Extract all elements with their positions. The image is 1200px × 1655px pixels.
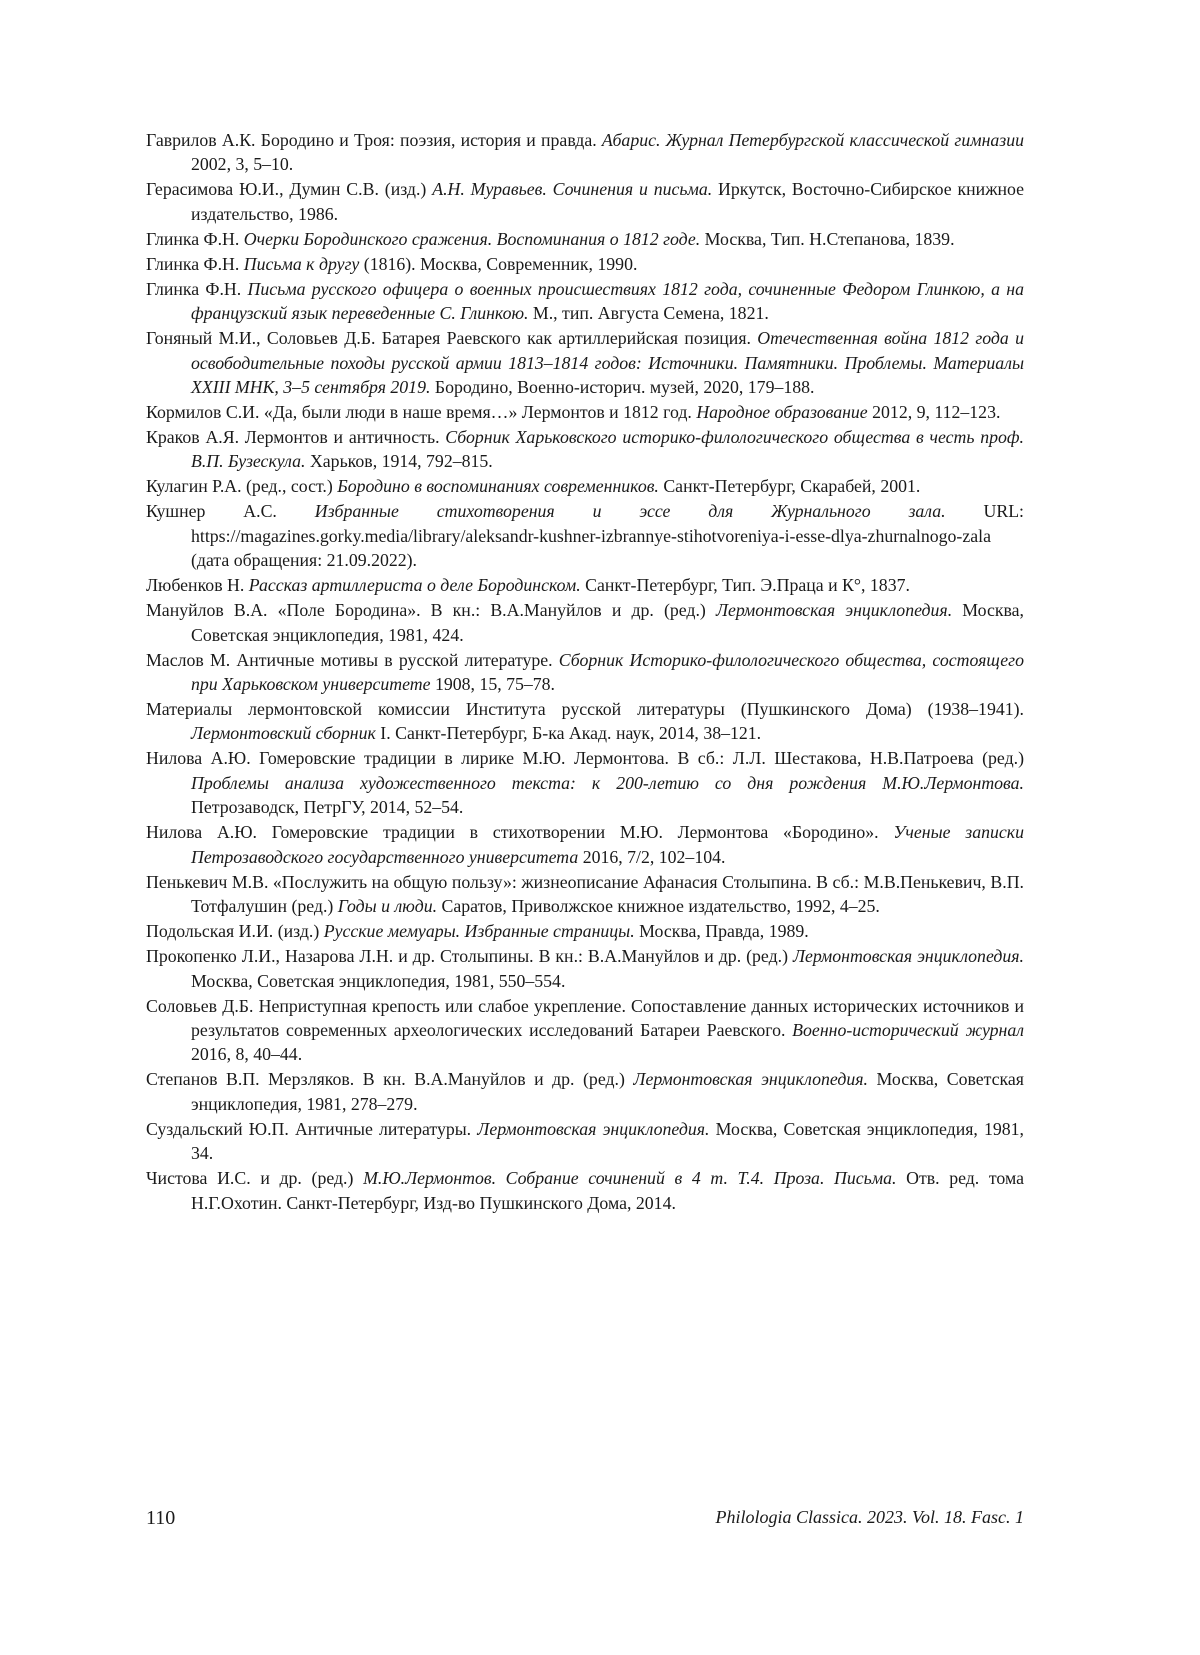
reference-text: Харьков, 1914, 792–815. <box>305 451 493 472</box>
reference-title: Абарис. Журнал Петербургской классической гимназии <box>601 130 1024 150</box>
reference-title: Очерки Бородинского сражения. Воспоминания о 1812 годе. <box>243 228 701 249</box>
reference-title: Лермонтовская энциклопедия. <box>715 600 953 621</box>
reference-entry <box>146 177 1024 226</box>
reference-text: Москва, Советская энциклопедия, 1981, 34. <box>191 1118 1025 1164</box>
reference-text: Москва, Правда, 1989. <box>634 921 809 942</box>
reference-title: Ученые записки Петрозаводского государственного университета <box>191 822 1024 867</box>
reference-text: Москва, Советская энциклопедия, 1981, 424. <box>191 600 1024 645</box>
reference-text: Санкт-Петербург, Тип. Э.Праца и К°, 1837. <box>580 575 910 596</box>
reference-text: Гоняный М.И., Соловьев Д.Б. Батарея Раевского как артиллерийская позиция. <box>146 328 758 349</box>
page-footer <box>146 1507 1024 1535</box>
reference-text: Москва, Советская энциклопедия, 1981, 278–279. <box>191 1069 1024 1114</box>
reference-text: Москва, Тип. Н.Степанова, 1839. <box>700 228 955 249</box>
reference-title: Отечественная война 1812 года и освободительные походы русской армии 1813–1814 годов: Источники. Памятники. Проблемы. Материалы XXIII МНК, 3–5 сентября 2019. <box>191 328 1024 398</box>
reference-text: Соловьев Д.Б. Неприступная крепость или слабое укрепление. Сопоставление данных исторических источников и результатов современных археологических исследований Батареи Раевского. <box>146 995 1024 1040</box>
reference-text: Материалы лермонтовской комиссии Института русской литературы (Пушкинского Дома) (1938–1941). <box>146 699 1024 720</box>
reference-text: Иркутск, Восточно-Сибирское книжное издательство, 1986. <box>191 179 1024 224</box>
reference-title: Годы и люди. <box>337 896 438 917</box>
reference-entry <box>146 1166 1024 1215</box>
reference-entry <box>146 227 1024 251</box>
reference-text: (1816). Москва, Современник, 1990. <box>359 253 638 274</box>
reference-entry <box>146 994 1024 1067</box>
reference-text: Москва, Советская энциклопедия, 1981, 550–554. <box>191 970 566 991</box>
reference-title: Сборник Историко-филологического общества, состоящего при Харьковском университете <box>191 649 1024 695</box>
reference-text: Кушнер А.С. <box>146 501 315 522</box>
reference-text: 2002, 3, 5–10. <box>191 154 294 175</box>
reference-title: А.Н. Муравьев. Сочинения и письма. <box>432 179 713 200</box>
reference-title: Лермонтовская энциклопедия. <box>633 1069 868 1090</box>
reference-title: Письма русского офицера о военных происшествиях 1812 года, сочиненные Федором Глинкою, а на французский язык переведенные С. Глинкою. <box>191 278 1024 324</box>
reference-title: Письма к другу <box>243 253 360 274</box>
reference-title: Русские мемуары. Избранные страницы. <box>323 921 635 942</box>
reference-title: Военно-исторический журнал <box>792 1019 1024 1040</box>
reference-text: I. Санкт-Петербург, Б-ка Акад. наук, 2014, 38–121. <box>375 723 762 744</box>
reference-list <box>146 128 1024 1216</box>
reference-text: Санкт-Петербург, Скарабей, 2001. <box>658 476 921 497</box>
reference-entry <box>146 499 1024 572</box>
reference-text: Отв. ред. тома Н.Г.Охотин. Санкт-Петербург, Изд-во Пушкинского Дома, 2014. <box>191 1168 1024 1213</box>
reference-text: Кулагин Р.А. (ред., сост.) <box>146 476 338 497</box>
reference-text: Нилова А.Ю. Гомеровские традиции в стихотворении М.Ю. Лермонтова «Бородино». <box>146 822 894 843</box>
reference-text: Нилова А.Ю. Гомеровские традиции в лирике М.Ю. Лермонтова. В сб.: Л.Л. Шестакова, Н.В.Патроева (ред.) <box>146 748 1024 769</box>
reference-text: 1908, 15, 75–78. <box>430 674 555 695</box>
reference-entry <box>146 697 1024 746</box>
reference-text: Бородино, Военно-историч. музей, 2020, 179–188. <box>430 377 815 398</box>
reference-text: Глинка Ф.Н. <box>146 253 244 274</box>
reference-entry <box>146 400 1024 424</box>
reference-title: Лермонтовская энциклопедия. <box>477 1118 710 1139</box>
reference-text: Кормилов С.И. «Да, были люди в наше время…» Лермонтов и 1812 год. <box>146 402 697 423</box>
reference-text: Маслов М. Античные мотивы в русской литературе. <box>146 649 559 670</box>
reference-entry <box>146 746 1024 819</box>
reference-title: Избранные стихотворения и эссе для Журнального зала. <box>314 501 946 522</box>
reference-text: Краков А.Я. Лермонтов и античность. <box>146 427 446 448</box>
reference-text: М., тип. Августа Семена, 1821. <box>528 303 769 324</box>
reference-text: URL: https://magazines.gorky.media/library/aleksandr-kushner-izbrannye-stihotvoreniya-i-esse-dlya-zhurnalnogo-zala (дата обращения: 21.09.2022). <box>191 501 1024 571</box>
reference-title: Рассказ артиллериста о деле Бородинском. <box>248 575 581 596</box>
reference-entry <box>146 919 1024 943</box>
reference-text: Чистова И.С. и др. (ред.) <box>146 1168 364 1189</box>
reference-entry <box>146 425 1024 474</box>
reference-text: Любенков Н. <box>146 575 249 596</box>
reference-entry <box>146 1067 1024 1116</box>
reference-text: Саратов, Приволжское книжное издательство, 1992, 4–25. <box>437 896 880 917</box>
reference-text: 2016, 8, 40–44. <box>191 1044 303 1065</box>
reference-title: Лермонтовский сборник <box>191 723 376 744</box>
reference-title: М.Ю.Лермонтов. Собрание сочинений в 4 т. Т.4. Проза. Письма. <box>363 1168 897 1189</box>
reference-text: 2012, 9, 112–123. <box>867 402 1001 423</box>
reference-title: Народное образование <box>696 402 868 423</box>
reference-text: Суздальский Ю.П. Античные литературы. <box>146 1118 478 1139</box>
reference-title: Бородино в воспоминаниях современников. <box>337 476 659 497</box>
reference-entry <box>146 277 1024 326</box>
reference-text: Петрозаводск, ПетрГУ, 2014, 52–54. <box>191 797 464 818</box>
reference-title: Лермонтовская энциклопедия. <box>792 946 1024 967</box>
reference-text: Степанов В.П. Мерзляков. В кн. В.А.Мануйлов и др. (ред.) <box>146 1069 634 1090</box>
reference-text: Гаврилов А.К. Бородино и Троя: поэзия, история и правда. <box>146 130 602 150</box>
reference-entry <box>146 474 1024 498</box>
reference-entry <box>146 820 1024 869</box>
reference-entry <box>146 598 1024 647</box>
reference-entry <box>146 944 1024 993</box>
reference-text: Герасимова Ю.И., Думин С.В. (изд.) <box>146 179 433 200</box>
reference-text: Глинка Ф.Н. <box>146 278 248 299</box>
reference-title: Проблемы анализа художественного текста: к 200-летию со дня рождения М.Ю.Лермонтова. <box>191 772 1024 793</box>
reference-entry <box>146 252 1024 276</box>
reference-title: Сборник Харьковского историко-филологического общества в честь проф. В.П. Бузескула. <box>191 427 1024 472</box>
journal-citation: Philologia Classica. 2023. Vol. 18. Fasc. 1 <box>715 1507 1024 1527</box>
reference-text: Глинка Ф.Н. <box>146 228 244 249</box>
reference-entry <box>146 870 1024 919</box>
reference-entry <box>146 573 1024 597</box>
reference-text: Прокопенко Л.И., Назарова Л.Н. и др. Столыпины. В кн.: В.А.Мануйлов и др. (ред.) <box>146 946 793 967</box>
reference-entry <box>146 1117 1024 1166</box>
reference-text: Подольская И.И. (изд.) <box>146 921 324 942</box>
reference-text: 2016, 7/2, 102–104. <box>578 846 726 867</box>
reference-entry <box>146 326 1024 399</box>
reference-text: Мануйлов В.А. «Поле Бородина». В кн.: В.А.Мануйлов и др. (ред.) <box>146 600 716 621</box>
reference-entry <box>146 128 1024 177</box>
reference-text: Пенькевич М.В. «Послужить на общую пользу»: жизнеописание Афанасия Столыпина. В сб.: М.В.Пенькевич, В.П. Тотфалушин (ред.) <box>146 871 1024 917</box>
page-number: 110 <box>146 1507 176 1529</box>
reference-entry <box>146 648 1024 697</box>
